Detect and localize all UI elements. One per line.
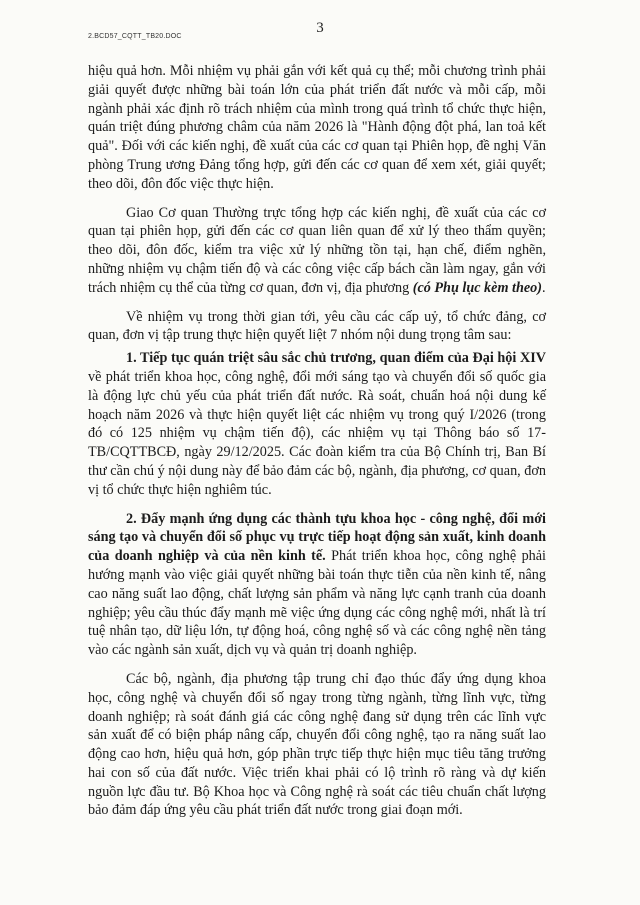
task-item-1-heading: 1. Tiếp tục quán triệt sâu sắc chủ trương, quan điểm của Đại hội XIV (126, 350, 546, 367)
paragraph-assignment-end: . (541, 279, 546, 296)
paragraph-continuation: hiệu quả hơn. Mỗi nhiệm vụ phải gắn với kết quả cụ thể; mỗi chương trình phải giải quyết được những bài toán lớn của phát triển đất nước và mỗi cấp, mỗi ngành phải xác định rõ trách nhiệm của mình trong quá trình tổ chức thực hiện, quán triệt đúng phương châm của năm 2026 là "Hành động đột phá, lan toả kết quả". Đối với các kiến nghị, đề xuất của các cơ quan tại Phiên họp, đề nghị Văn phòng Trung ương Đảng tổng hợp, gửi đến các cơ quan để xem xét, giải quyết; theo dõi, đôn đốc việc thực hiện. (88, 63, 546, 192)
paragraph-tasks-intro: Về nhiệm vụ trong thời gian tới, yêu cầu các cấp uỷ, tổ chức đảng, cơ quan, đơn vị tập trung thực hiện quyết liệt 7 nhóm nội dung trọng tâm sau: (88, 308, 546, 344)
task-item-2 (88, 510, 546, 660)
document-body (88, 62, 546, 830)
paragraph-assignment (88, 204, 546, 298)
paragraph-ministries: Các bộ, ngành, địa phương tập trung chỉ đạo thúc đẩy ứng dụng khoa học, công nghệ và chuyển đổi số ngay trong từng ngành, từng lĩnh vực, từng doanh nghiệp; rà soát đánh giá các công nghệ đang sử dụng trên các lĩnh vực sản xuất để có biện pháp nâng cấp, chuyển đổi công nghệ, tạo ra năng suất lao động cao hơn, hiệu quả hơn, góp phần trực tiếp thực hiện mục tiêu tăng trưởng hai con số của đất nước. Việc triển khai phải có lộ trình rõ ràng và dự kiến nguồn lực đầu tư. Bộ Khoa học và Công nghệ rà soát các tiêu chuẩn chất lượng bảo đảm đáp ứng yêu cầu phát triển đất nước trong giai đoạn mới. (88, 670, 546, 819)
task-item-2-text: Phát triển khoa học, công nghệ phải hướng mạnh vào việc giải quyết những bài toán thực tiễn của nền kinh tế, nâng cao năng suất lao động, chất lượng sản phẩm và năng lực cạnh tranh của doanh nghiệp; yêu cầu thúc đẩy mạnh mẽ việc ứng dụng các công nghệ mới, nhất là trí tuệ nhân tạo, dữ liệu lớn, tự động hoá, công nghệ số và các công nghệ nền tảng vào các ngành sản xuất, dịch vụ và quản trị doanh nghiệp. (88, 548, 547, 659)
task-item-2-heading: 2. Đẩy mạnh ứng dụng các thành tựu khoa học - công nghệ, đổi mới sáng tạo và chuyển đổi số phục vụ trực tiếp hoạt động sản xuất, kinh doanh của doanh nghiệp và của nền kinh tế. (88, 510, 546, 565)
task-item-1 (88, 349, 546, 499)
task-item-1-text: về phát triển khoa học, công nghệ, đổi mới sáng tạo và chuyển đổi số quốc gia là động lực chủ yếu của phát triển đất nước. Rà soát, chuẩn hoá nội dung kế hoạch năm 2026 và thực hiện quyết liệt các nhiệm vụ trong quý I/2026 (trong đó có 125 nhiệm vụ chậm tiến độ), các nhiệm vụ tại Thông báo số 17-TB/CQTTBCĐ, ngày 29/12/2025. Các đoàn kiểm tra của Bộ Chính trị, Ban Bí thư cần chú ý nội dung này để bảo đảm các bộ, ngành, địa phương, cơ quan, đơn vị tổ chức thực hiện nghiêm túc. (88, 368, 546, 498)
document-file-code: 2.BCD57_CQTT_TB20.DOC (88, 33, 182, 40)
paragraph-assignment-text: Giao Cơ quan Thường trực tổng hợp các kiến nghị, đề xuất của các cơ quan tại phiên họp, gửi đến các cơ quan liên quan để xử lý theo thẩm quyền; theo dõi, đôn đốc, kiểm tra việc xử lý những tồn tại, hạn chế, điểm nghẽn, những nhiệm vụ chậm tiến độ và các công việc cấp bách cần làm ngay, gắn với trách nhiệm cụ thể của từng cơ quan, đơn vị, địa phương (88, 204, 546, 296)
page-number: 3 (316, 20, 324, 36)
appendix-note: (có Phụ lục kèm theo) (412, 279, 542, 296)
